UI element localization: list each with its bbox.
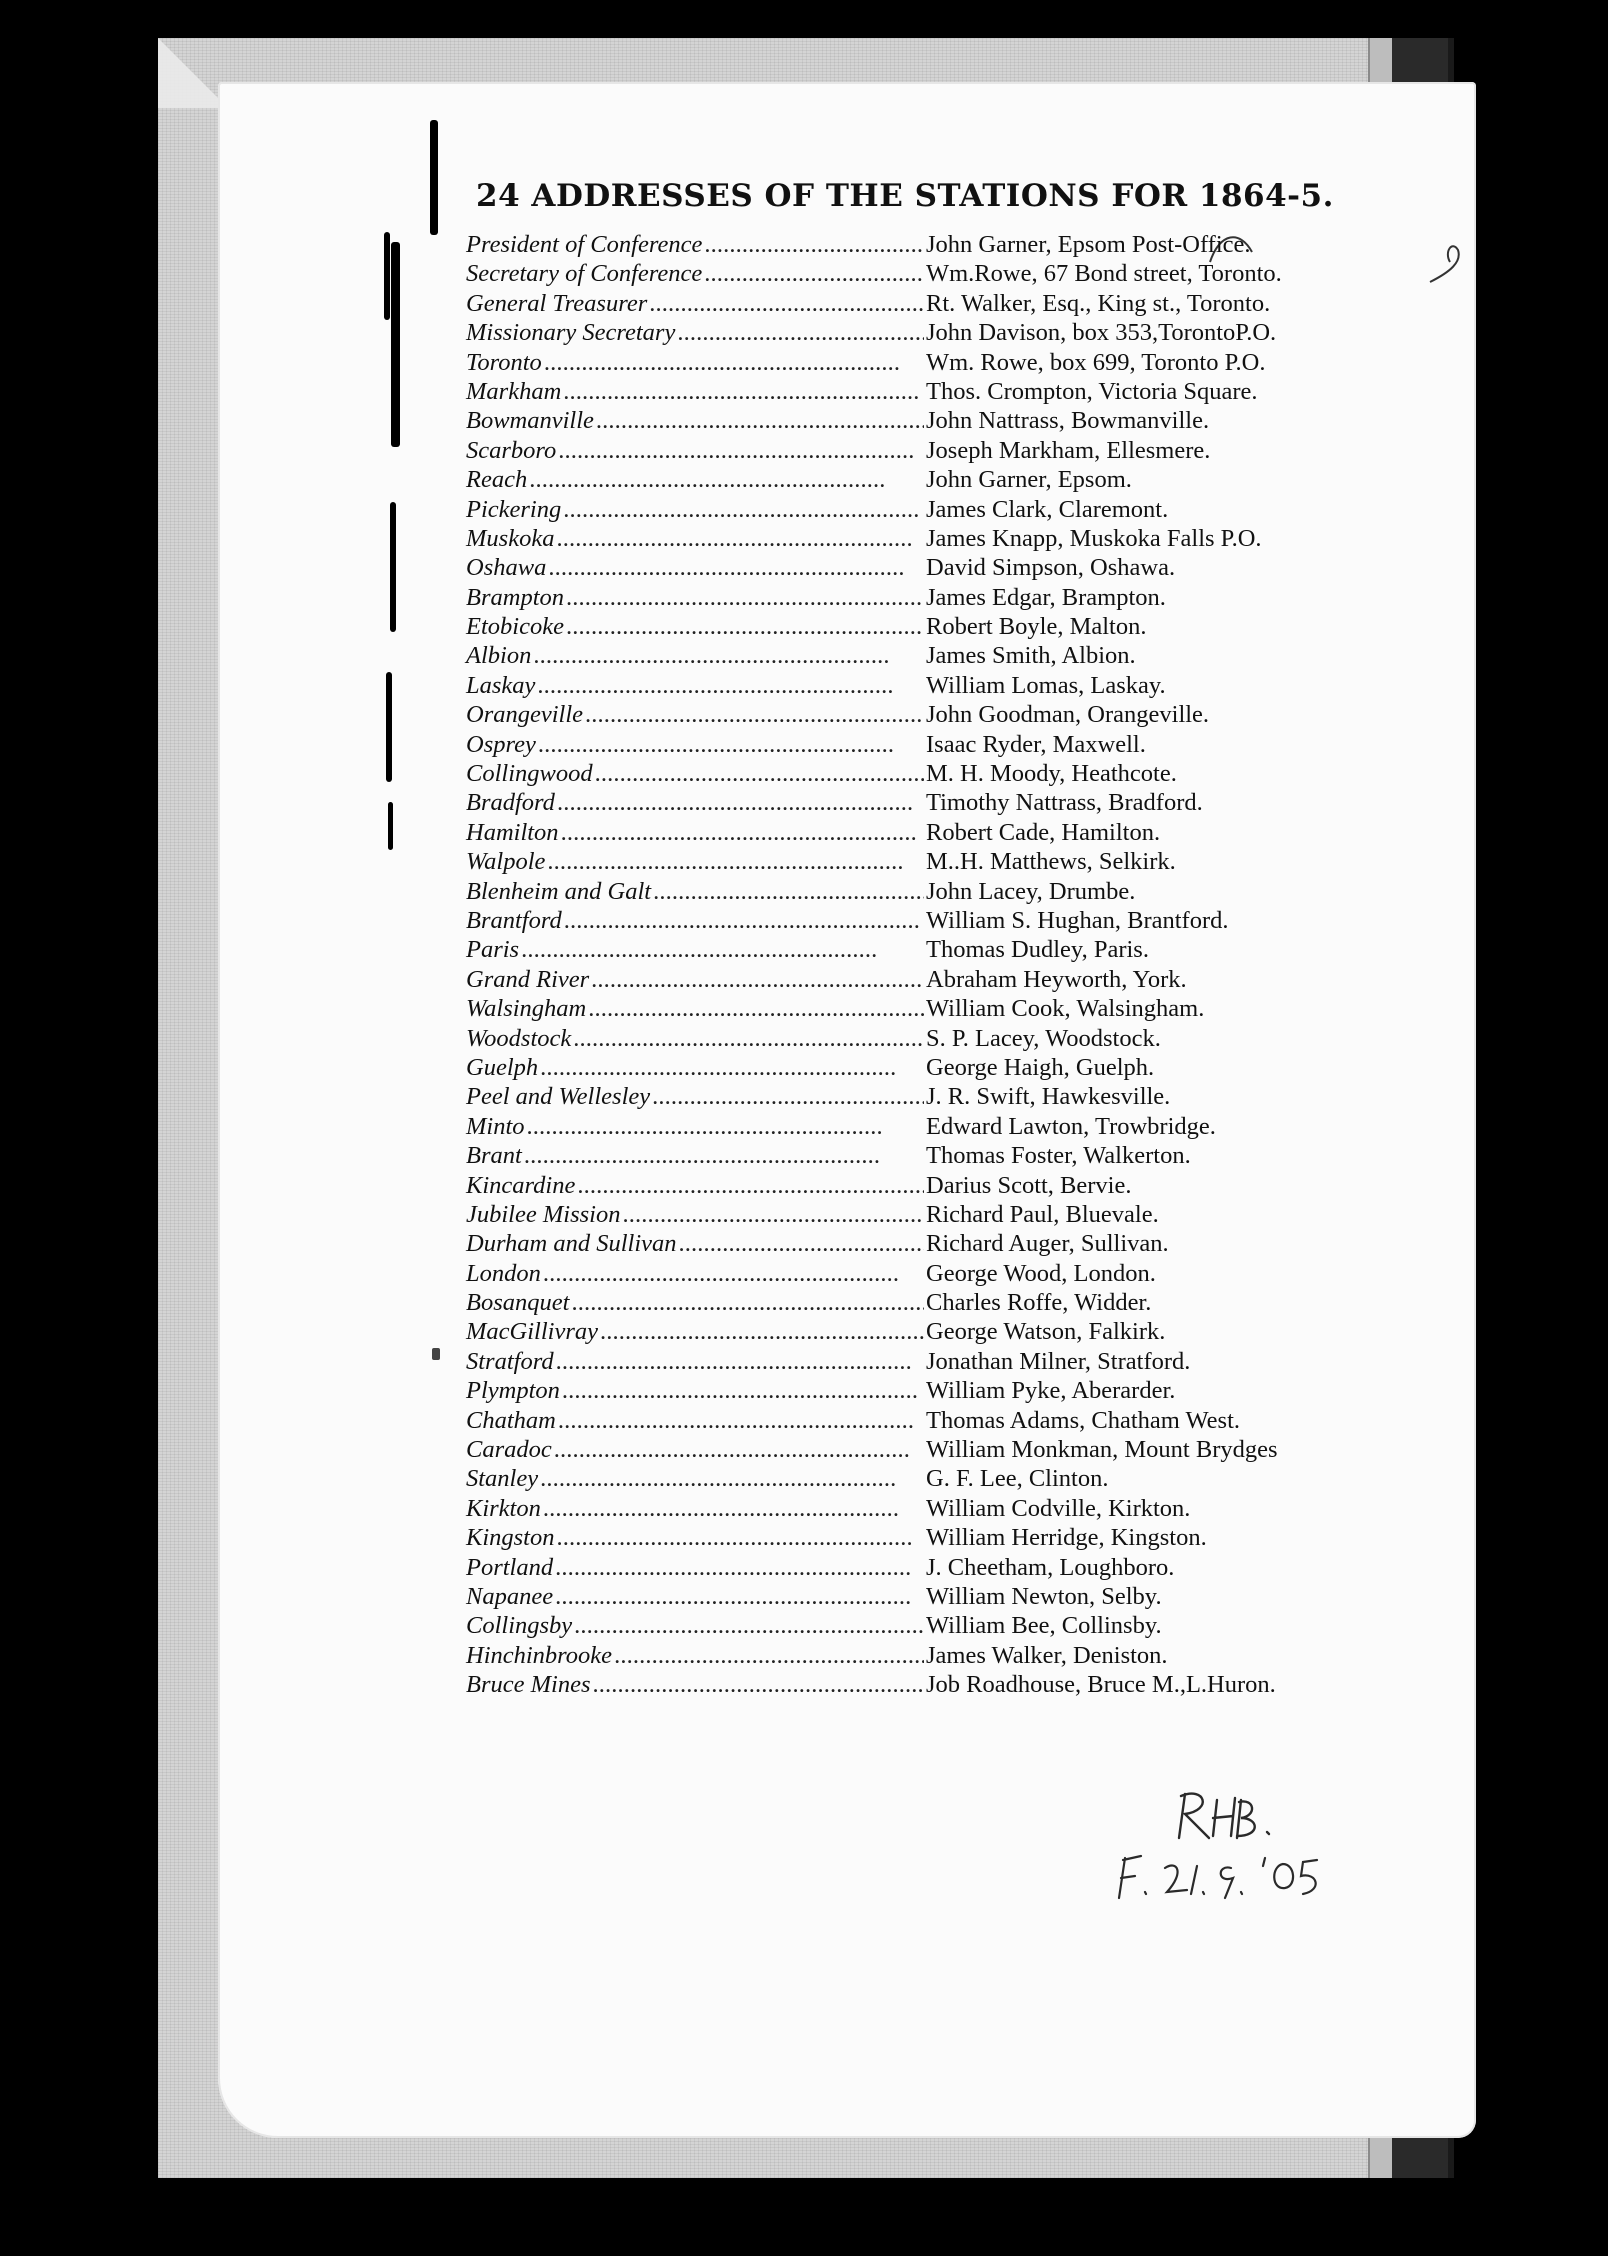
station-name: Stanley	[466, 1465, 539, 1493]
station-entry	[466, 1112, 1256, 1141]
station-address: Charles Roffe, Widder.	[926, 1289, 1152, 1317]
station-address: Jonathan Milner, Stratford.	[926, 1347, 1191, 1375]
dot-leader	[554, 1435, 924, 1464]
station-entry	[466, 1582, 1256, 1611]
dot-leader	[556, 524, 924, 553]
dot-leader	[566, 612, 924, 641]
dot-leader	[596, 406, 924, 435]
station-address: James Walker, Deniston.	[926, 1641, 1168, 1669]
station-entry	[466, 994, 1256, 1023]
station-address: John Garner, Epsom.	[926, 466, 1132, 494]
station-entry	[466, 377, 1256, 406]
station-entry	[466, 1200, 1256, 1229]
dot-leader	[529, 465, 924, 494]
station-entry	[466, 1024, 1256, 1053]
station-name: Osprey	[466, 730, 536, 758]
station-entry	[466, 730, 1256, 759]
station-name: Jubilee Mission	[466, 1200, 621, 1228]
dot-leader	[677, 318, 924, 347]
station-entry	[466, 318, 1277, 347]
station-name: Peel and Wellesley	[466, 1083, 651, 1111]
station-entry	[466, 289, 1271, 318]
station-name: Missionary Secretary	[466, 319, 676, 347]
dot-leader	[547, 847, 924, 876]
station-name: Oshawa	[466, 554, 547, 582]
station-entry	[466, 847, 1256, 876]
station-entry	[466, 935, 1256, 964]
station-address: Timothy Nattrass, Bradford.	[926, 789, 1203, 817]
dot-leader	[614, 1641, 924, 1670]
station-entry	[466, 1494, 1256, 1523]
station-address: Wm. Rowe, box 699, Toronto P.O.	[926, 348, 1266, 376]
station-entry	[466, 1171, 1256, 1200]
station-address-list	[466, 230, 1282, 1700]
station-name: Muskoka	[466, 524, 555, 552]
station-entry	[466, 1229, 1256, 1258]
station-entry	[466, 348, 1266, 377]
station-address: John Garner, Epsom Post-Office.	[926, 231, 1251, 258]
station-entry	[466, 436, 1256, 465]
station-address: James Knapp, Muskoka Falls P.O.	[926, 524, 1262, 552]
station-address: Thos. Crompton, Victoria Square.	[926, 377, 1258, 405]
dot-leader	[566, 583, 924, 612]
station-address: George Wood, London.	[926, 1259, 1156, 1287]
dot-leader	[543, 1259, 924, 1288]
station-name: Laskay	[466, 671, 536, 699]
dot-leader	[595, 759, 924, 788]
station-address: Richard Paul, Bluevale.	[926, 1200, 1159, 1228]
station-name: Stratford	[466, 1347, 554, 1375]
dot-leader	[555, 1553, 924, 1582]
station-name: Woodstock	[466, 1024, 572, 1052]
station-name: Paris	[466, 936, 520, 964]
dot-leader	[524, 1141, 924, 1170]
station-address: William Cook, Walsingham.	[926, 995, 1205, 1023]
dot-leader	[555, 1582, 924, 1611]
station-entry	[466, 759, 1256, 788]
station-entry	[466, 1670, 1276, 1699]
station-address: G. F. Lee, Clinton.	[926, 1465, 1109, 1493]
station-entry	[466, 1259, 1256, 1288]
station-address: James Smith, Albion.	[926, 642, 1136, 670]
station-address: John Lacey, Drumbe.	[926, 877, 1136, 905]
station-name: Pickering	[466, 495, 562, 523]
station-entry	[466, 906, 1256, 935]
dot-leader	[574, 1611, 924, 1640]
station-entry	[466, 1641, 1256, 1670]
station-entry	[466, 671, 1256, 700]
dot-leader	[704, 259, 924, 288]
station-entry	[466, 1464, 1256, 1493]
dot-leader	[704, 230, 924, 259]
gutter-ink-mark	[430, 120, 438, 235]
station-name: Guelph	[466, 1053, 539, 1081]
station-address: William S. Hughan, Brantford.	[926, 906, 1229, 934]
station-entry	[466, 230, 1256, 259]
dot-leader	[563, 495, 924, 524]
dot-leader	[564, 906, 924, 935]
gutter-ink-mark	[386, 672, 392, 782]
dot-leader	[548, 553, 924, 582]
page-heading: 24 ADDRESSES OF THE STATIONS FOR 1864-5.	[476, 178, 1334, 214]
dot-leader	[558, 1406, 924, 1435]
station-entry	[466, 1376, 1256, 1405]
dot-leader	[527, 1112, 924, 1141]
station-address: M..H. Matthews, Selkirk.	[926, 848, 1176, 876]
station-name: Bowmanville	[466, 407, 594, 435]
station-entry	[466, 700, 1256, 729]
station-entry	[466, 524, 1262, 553]
station-name: Portland	[466, 1553, 554, 1581]
station-entry	[466, 1141, 1256, 1170]
station-address: William Codville, Kirkton.	[926, 1494, 1191, 1522]
station-address: John Goodman, Orangeville.	[926, 701, 1210, 729]
station-entry	[466, 553, 1256, 582]
station-entry	[466, 1053, 1256, 1082]
dot-leader	[521, 935, 924, 964]
dot-leader	[588, 994, 924, 1023]
station-entry	[466, 1288, 1256, 1317]
station-name: Collingsby	[466, 1612, 573, 1640]
station-address: M. H. Moody, Heathcote.	[926, 760, 1177, 788]
station-name: Minto	[466, 1112, 525, 1140]
station-name: Walsingham	[466, 995, 587, 1023]
station-name: Walpole	[466, 848, 546, 876]
dot-leader	[537, 671, 924, 700]
dot-leader	[544, 348, 924, 377]
station-address: George Watson, Falkirk.	[926, 1318, 1166, 1346]
station-entry	[466, 465, 1256, 494]
station-name: Collingwood	[466, 760, 593, 788]
station-entry	[466, 583, 1256, 612]
dot-leader	[600, 1317, 924, 1346]
station-address: Joseph Markham, Ellesmere.	[926, 436, 1211, 464]
station-name: Etobicoke	[466, 613, 564, 641]
station-address: William Monkman, Mount Brydges	[926, 1436, 1278, 1464]
station-address: James Clark, Claremont.	[926, 495, 1169, 523]
station-entry	[466, 818, 1256, 847]
dot-leader	[561, 818, 924, 847]
dot-leader	[622, 1200, 924, 1229]
station-name: Kingston	[466, 1524, 555, 1552]
station-address: Thomas Adams, Chatham West.	[926, 1406, 1241, 1434]
station-address: John Davison, box 353,TorontoP.O.	[926, 319, 1277, 347]
station-entry	[466, 1523, 1256, 1552]
dot-leader	[653, 877, 924, 906]
station-name: Durham and Sullivan	[466, 1230, 677, 1258]
station-address: Thomas Foster, Walkerton.	[926, 1142, 1191, 1170]
station-entry	[466, 1347, 1256, 1376]
station-entry	[466, 641, 1256, 670]
dot-leader	[538, 730, 924, 759]
station-address: John Nattrass, Bowmanville.	[926, 407, 1210, 435]
station-address: Thomas Dudley, Paris.	[926, 936, 1149, 964]
station-name: London	[466, 1259, 541, 1287]
station-name: Brampton	[466, 583, 564, 611]
station-name: Grand River	[466, 965, 590, 993]
station-name: Chatham	[466, 1406, 556, 1434]
station-entry	[466, 1435, 1278, 1464]
station-entry	[466, 1317, 1256, 1346]
station-entry	[466, 406, 1256, 435]
station-address: S. P. Lacey, Woodstock.	[926, 1024, 1161, 1052]
gutter-ink-mark	[391, 242, 400, 447]
dot-leader	[543, 1494, 924, 1523]
station-address: J. Cheetham, Loughboro.	[926, 1553, 1175, 1581]
dot-leader	[557, 1523, 925, 1552]
dot-leader	[556, 1347, 924, 1376]
station-name: General Treasurer	[466, 289, 648, 317]
station-name: Brant	[466, 1142, 522, 1170]
station-address: James Edgar, Brampton.	[926, 583, 1166, 611]
station-name: Napanee	[466, 1582, 554, 1610]
station-name: Orangeville	[466, 701, 584, 729]
station-address: William Newton, Selby.	[926, 1582, 1162, 1610]
station-address: Robert Boyle, Malton.	[926, 613, 1147, 641]
station-name: Hamilton	[466, 818, 559, 846]
station-address: William Bee, Collinsby.	[926, 1612, 1162, 1640]
dot-leader	[562, 1376, 924, 1405]
station-name: Bradford	[466, 789, 555, 817]
handwritten-initials-date	[1105, 1780, 1365, 1910]
station-address: George Haigh, Guelph.	[926, 1053, 1155, 1081]
station-entry	[466, 788, 1256, 817]
station-name: President of Conference	[466, 231, 703, 258]
station-name: Bosanquet	[466, 1289, 570, 1317]
gutter-ink-mark	[390, 502, 396, 632]
dot-leader	[652, 1082, 924, 1111]
station-address: Job Roadhouse, Bruce M.,L.Huron.	[926, 1671, 1276, 1699]
station-name: Caradoc	[466, 1436, 552, 1464]
station-address: David Simpson, Oshawa.	[926, 554, 1176, 582]
station-entry	[466, 877, 1256, 906]
dot-leader	[571, 1288, 924, 1317]
station-entry	[466, 965, 1256, 994]
dot-leader	[558, 436, 924, 465]
station-name: Brantford	[466, 906, 562, 934]
dot-leader	[540, 1053, 924, 1082]
station-name: Hinchinbrooke	[466, 1641, 613, 1669]
station-name: Toronto	[466, 348, 542, 376]
station-address: Abraham Heyworth, York.	[926, 965, 1187, 993]
dot-leader	[533, 641, 924, 670]
dot-leader	[573, 1024, 924, 1053]
dot-leader	[563, 377, 924, 406]
station-address: Wm.Rowe, 67 Bond street, Toronto.	[926, 260, 1282, 288]
station-address: Edward Lawton, Trowbridge.	[926, 1112, 1216, 1140]
station-entry	[466, 495, 1256, 524]
station-address: Isaac Ryder, Maxwell.	[926, 730, 1146, 758]
station-name: Markham	[466, 377, 562, 405]
station-entry	[466, 1611, 1256, 1640]
dot-leader	[540, 1464, 924, 1493]
gutter-ink-mark	[388, 802, 393, 850]
gutter-ink-mark	[384, 232, 390, 320]
station-entry	[466, 259, 1282, 288]
station-address: Rt. Walker, Esq., King st., Toronto.	[926, 289, 1271, 317]
station-name: Reach	[466, 466, 528, 494]
station-address: Darius Scott, Bervie.	[926, 1171, 1132, 1199]
station-address: William Pyke, Aberarder.	[926, 1377, 1176, 1405]
station-entry	[466, 1553, 1256, 1582]
station-name: Kirkton	[466, 1494, 541, 1522]
station-name: Blenheim and Galt	[466, 877, 652, 905]
station-name: MacGillivray	[466, 1318, 598, 1346]
dot-leader	[585, 700, 924, 729]
dot-leader	[591, 965, 924, 994]
station-name: Kincardine	[466, 1171, 576, 1199]
station-name: Secretary of Conference	[466, 260, 703, 288]
station-entry	[466, 1082, 1256, 1111]
station-address: William Lomas, Laskay.	[926, 671, 1166, 699]
dot-leader	[649, 289, 924, 318]
station-address: J. R. Swift, Hawkesville.	[926, 1083, 1171, 1111]
dot-leader	[557, 788, 924, 817]
station-name: Albion	[466, 642, 532, 670]
station-address: William Herridge, Kingston.	[926, 1524, 1207, 1552]
station-entry	[466, 1406, 1256, 1435]
stray-ink-mark	[432, 1348, 440, 1360]
dot-leader	[679, 1229, 924, 1258]
dot-leader	[577, 1171, 924, 1200]
station-entry	[466, 612, 1256, 641]
station-address: Richard Auger, Sullivan.	[926, 1230, 1169, 1258]
dot-leader	[593, 1670, 925, 1699]
station-name: Bruce Mines	[466, 1671, 591, 1699]
station-name: Scarboro	[466, 436, 557, 464]
station-address: Robert Cade, Hamilton.	[926, 818, 1161, 846]
station-name: Plympton	[466, 1377, 560, 1405]
